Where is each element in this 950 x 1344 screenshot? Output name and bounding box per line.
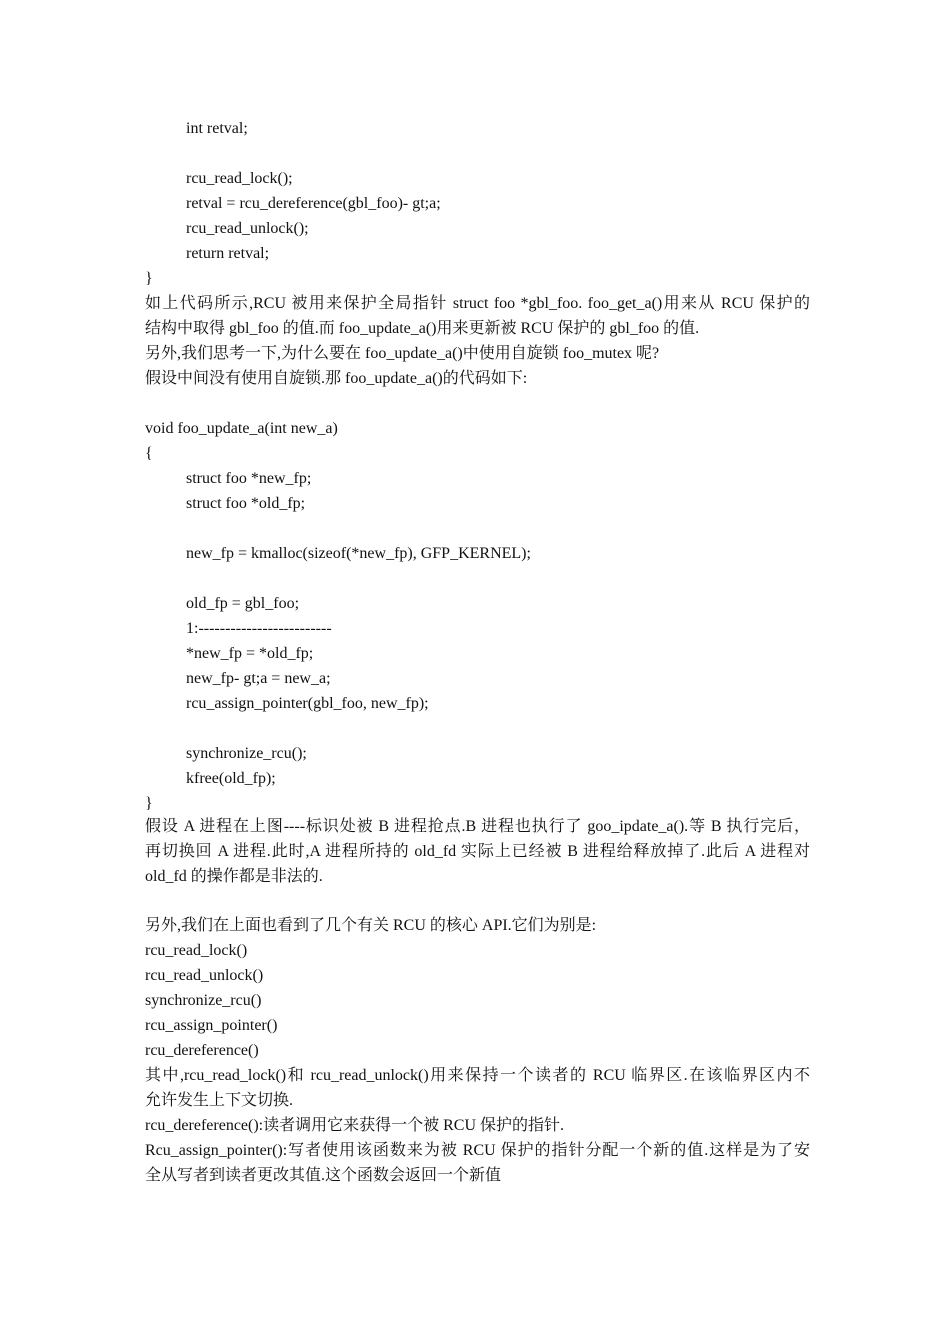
code-line: int retval; — [186, 120, 248, 137]
code-line: synchronize_rcu(); — [186, 745, 307, 762]
paragraph-line: 假设中间没有使用自旋锁.那 foo_update_a()的代码如下: — [145, 370, 528, 387]
code-line: rcu_assign_pointer(gbl_foo, new_fp); — [186, 695, 429, 712]
code-line: new_fp- gt;a = new_a; — [186, 670, 331, 687]
code-line: rcu_read_unlock(); — [186, 220, 309, 237]
paragraph-line: 全从写者到读者更改其值.这个函数会返回一个新值 — [145, 1167, 502, 1184]
code-line: return retval; — [186, 245, 270, 262]
code-line: new_fp = kmalloc(sizeof(*new_fp), GFP_KERNEL); — [186, 545, 531, 562]
paragraph-line: 另外,我们思考一下,为什么要在 foo_update_a()中使用自旋锁 foo_mutex 呢? — [145, 345, 660, 362]
code-line-blank — [145, 716, 810, 741]
code-line-blank — [145, 141, 810, 166]
code-line-marker: 1:------------------------- — [186, 620, 332, 637]
code-function-header: void foo_update_a(int new_a) — [145, 420, 338, 437]
code-brace-open: { — [145, 445, 153, 462]
code-line: old_fp = gbl_foo; — [186, 595, 300, 612]
api-list-item: rcu_read_unlock() — [145, 967, 264, 984]
api-list-item: rcu_dereference() — [145, 1042, 259, 1059]
api-list-item: rcu_assign_pointer() — [145, 1017, 278, 1034]
paragraph-line: 允许发生上下文切换. — [145, 1092, 294, 1109]
code-block-get-a — [145, 116, 810, 291]
paragraph-line: rcu_dereference():读者调用它来获得一个被 RCU 保护的指针. — [145, 1117, 565, 1134]
code-block-update-a — [145, 416, 810, 816]
paragraph-line: 再切换回 A 进程.此时,A 进程所持的 old_fd 实际上已经被 B 进程给释放掉了.此后 A 进程对 — [145, 843, 810, 860]
code-line: *new_fp = *old_fp; — [186, 645, 314, 662]
paragraph-rcu-intro — [145, 291, 810, 391]
code-line: struct foo *new_fp; — [186, 470, 312, 487]
code-line: kfree(old_fp); — [186, 770, 276, 787]
paragraph-line: old_fd 的操作都是非法的. — [145, 868, 323, 885]
paragraph-line: 结构中取得 gbl_foo 的值.而 foo_update_a()用来更新被 RCU 保护的 gbl_foo 的值. — [145, 320, 700, 337]
paragraph-line: 假设 A 进程在上图----标识处被 B 进程抢点.B 进程也执行了 goo_ipdate_a().等 B 执行完后， — [145, 818, 810, 835]
code-line-blank — [145, 516, 810, 541]
section-rcu-api — [145, 913, 810, 1188]
code-brace-close: } — [145, 795, 153, 812]
code-line: rcu_read_lock(); — [186, 170, 293, 187]
code-line: retval = rcu_dereference(gbl_foo)- gt;a; — [186, 195, 441, 212]
api-list-item: synchronize_rcu() — [145, 992, 262, 1009]
paragraph-line: 另外,我们在上面也看到了几个有关 RCU 的核心 API.它们为别是: — [145, 917, 597, 934]
paragraph-line: 如上代码所示,RCU 被用来保护全局指针 struct foo *gbl_foo. foo_get_a()用来从 RCU 保护的 — [145, 295, 810, 312]
paragraph-race-condition — [145, 814, 810, 889]
paragraph-line: Rcu_assign_pointer():写者使用该函数来为被 RCU 保护的指针分配一个新的值.这样是为了安 — [145, 1142, 810, 1159]
code-brace-close: } — [145, 270, 153, 287]
code-line-blank — [145, 566, 810, 591]
api-list-item: rcu_read_lock() — [145, 942, 248, 959]
code-line: struct foo *old_fp; — [186, 495, 306, 512]
paragraph-line: 其中,rcu_read_lock()和 rcu_read_unlock()用来保持一个读者的 RCU 临界区.在该临界区内不 — [145, 1067, 810, 1084]
